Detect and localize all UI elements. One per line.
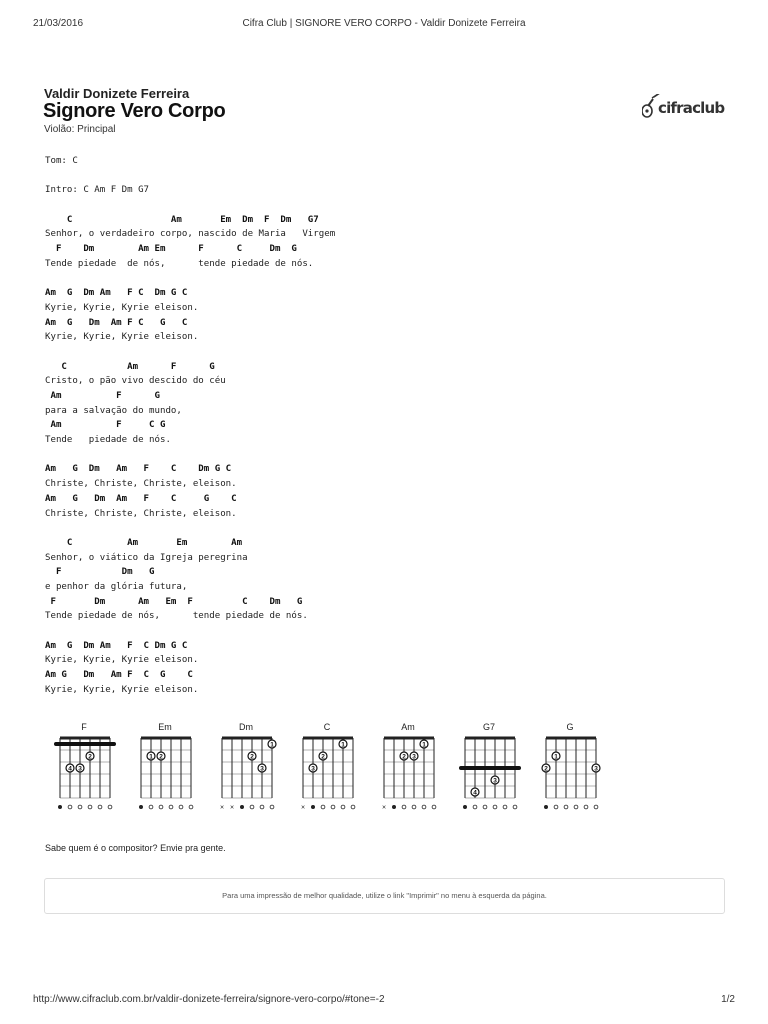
open-string-marker [503, 805, 507, 809]
finger-number: 1 [149, 753, 153, 761]
finger-number: 2 [402, 753, 406, 761]
print-url: http://www.cifraclub.com.br/valdir-donizete-ferreira/signore-vero-corpo/#tone=-2 [33, 994, 385, 1005]
print-notice-text: Para uma impressão de melhor qualidade, utilize o link "Imprimir" no menu à esquerda da página. [222, 891, 547, 900]
finger-number: 2 [321, 753, 325, 761]
blank-line [45, 345, 335, 360]
root-string-marker [544, 805, 548, 809]
root-string-marker [240, 805, 244, 809]
lyric-line: e penhor da glória futura, [45, 581, 188, 592]
finger-number: 4 [68, 765, 72, 773]
open-string-marker [270, 805, 274, 809]
chord-diagram-name: F [81, 722, 87, 732]
blank-line [45, 272, 335, 287]
root-string-marker [139, 805, 143, 809]
chord-line[interactable]: Am G Dm Am F C G C [45, 670, 193, 681]
open-string-marker [351, 805, 355, 809]
chord-line[interactable]: C Am Em Am [45, 537, 243, 548]
lyric-line: Christe, Christe, Christe, eleison. [45, 479, 237, 490]
song-title: Signore Vero Corpo [43, 100, 226, 122]
open-string-marker [483, 805, 487, 809]
print-page-title: Cifra Club | SIGNORE VERO CORPO - Valdir Donizete Ferreira [242, 18, 526, 29]
chord-diagram-name: Dm [239, 722, 253, 732]
finger-number: 2 [159, 753, 163, 761]
finger-number: 2 [88, 753, 92, 761]
lyric-line: Senhor, o verdadeiro corpo, nascido de Maria Virgem [45, 229, 336, 240]
instrument-label: Violão: Principal [44, 124, 116, 135]
finger-number: 1 [554, 753, 558, 761]
blank-line [45, 521, 335, 536]
chord-line[interactable]: Am G Dm Am F C G C [45, 317, 188, 328]
lyric-line: Senhor, o viático da Igreja peregrina [45, 552, 248, 563]
open-string-marker [260, 805, 264, 809]
chord-diagram-g [530, 720, 610, 810]
finger-number: 2 [544, 765, 548, 773]
chord-grid [287, 720, 367, 810]
open-string-marker [250, 805, 254, 809]
open-string-marker [321, 805, 325, 809]
composer-prompt[interactable]: Sabe quem é o compositor? Envie pra gente. [45, 843, 226, 853]
open-string-marker [98, 805, 102, 809]
print-date: 21/03/2016 [33, 18, 84, 29]
chord-diagram-name: G7 [482, 722, 495, 732]
chord-diagram-name: C [323, 722, 331, 732]
muted-string-marker: × [300, 804, 306, 812]
blank-line [45, 448, 335, 463]
chord-line[interactable]: Am G Dm Am F C Dm G C [45, 288, 188, 299]
open-string-marker [189, 805, 193, 809]
lyric-line: Tende piedade de nós, tende piedade de nós. [45, 611, 308, 622]
open-string-marker [159, 805, 163, 809]
open-string-marker [422, 805, 426, 809]
chord-line[interactable]: Am G Dm Am F C Dm G C [45, 640, 188, 651]
lyric-line: Tende piedade de nós, tende piedade de nós. [45, 258, 314, 269]
finger-number: 1 [270, 741, 274, 749]
finger-number: 1 [341, 741, 345, 749]
finger-number: 1 [422, 741, 426, 749]
finger-number: 2 [250, 753, 254, 761]
muted-string-marker: × [229, 804, 235, 812]
lyric-line: Christe, Christe, Christe, eleison. [45, 508, 237, 519]
open-string-marker [108, 805, 112, 809]
chord-line[interactable]: Am G Dm Am F C Dm G C [45, 464, 232, 475]
lyric-line: Kyrie, Kyrie, Kyrie eleison. [45, 655, 199, 666]
blank-line [45, 169, 335, 184]
root-string-marker [311, 805, 315, 809]
open-string-marker [554, 805, 558, 809]
chord-grid [368, 720, 448, 810]
open-string-marker [432, 805, 436, 809]
cifraclub-logo[interactable] [642, 94, 725, 124]
blank-line [45, 624, 335, 639]
chord-line[interactable]: Am F C G [45, 420, 166, 431]
blank-line [45, 198, 335, 213]
chord-line[interactable]: C Am Em Dm F Dm G7 [45, 214, 319, 225]
muted-string-marker: × [219, 804, 225, 812]
chord-diagram-f [44, 720, 124, 810]
muted-string-marker: × [381, 804, 387, 812]
chord-diagram-am [368, 720, 448, 810]
page-number: 1/2 [721, 994, 735, 1005]
chord-diagram-g7 [449, 720, 529, 810]
chord-diagrams [0, 720, 768, 810]
lyric-line: para a salvação do mundo, [45, 405, 182, 416]
open-string-marker [331, 805, 335, 809]
finger-number: 3 [493, 777, 497, 785]
chord-diagram-name: Em [158, 722, 172, 732]
chord-diagram-dm [206, 720, 286, 810]
open-string-marker [169, 805, 173, 809]
open-string-marker [594, 805, 598, 809]
lyric-line: Intro: C Am F Dm G7 [45, 185, 150, 196]
chord-grid [530, 720, 610, 810]
chord-diagram-name: Am [401, 722, 415, 732]
root-string-marker [463, 805, 467, 809]
chord-grid [44, 720, 124, 810]
lyric-line: Kyrie, Kyrie, Kyrie eleison. [45, 302, 199, 313]
chord-line[interactable]: Am G Dm Am F C G C [45, 493, 237, 504]
root-string-marker [392, 805, 396, 809]
open-string-marker [513, 805, 517, 809]
logo-text: cifraclub [658, 99, 725, 117]
open-string-marker [412, 805, 416, 809]
finger-number: 3 [260, 765, 264, 773]
root-string-marker [58, 805, 62, 809]
chord-line[interactable]: F Dm Am Em F C Dm G [45, 596, 303, 607]
chord-line[interactable]: F Dm G [45, 567, 155, 578]
open-string-marker [473, 805, 477, 809]
chord-diagram-c [287, 720, 367, 810]
finger-number: 3 [311, 765, 315, 773]
song-body [45, 154, 335, 697]
chord-diagram-name: G [566, 722, 574, 732]
lyric-line: Tom: C [45, 156, 78, 166]
lyric-line: Cristo, o pão vivo descido do céu [45, 376, 226, 387]
chord-line[interactable]: Am F G [45, 391, 160, 401]
open-string-marker [78, 805, 82, 809]
open-string-marker [341, 805, 345, 809]
open-string-marker [493, 805, 497, 809]
open-string-marker [68, 805, 72, 809]
print-notice-box [44, 878, 725, 914]
finger-number: 3 [594, 765, 598, 773]
open-string-marker [149, 805, 153, 809]
chord-line[interactable]: F Dm Am Em F C Dm G [45, 244, 297, 255]
open-string-marker [584, 805, 588, 809]
chord-line[interactable]: C Am F G [45, 361, 215, 372]
open-string-marker [402, 805, 406, 809]
chord-grid [449, 720, 529, 810]
lyric-line: Kyrie, Kyrie, Kyrie eleison. [45, 684, 199, 695]
finger-number: 4 [473, 789, 477, 797]
lyric-line: Kyrie, Kyrie, Kyrie eleison. [45, 332, 199, 343]
chord-grid [125, 720, 205, 810]
finger-number: 3 [78, 765, 82, 773]
lyric-line: Tende piedade de nós. [45, 435, 171, 446]
open-string-marker [88, 805, 92, 809]
artist-name[interactable]: Valdir Donizete Ferreira [44, 86, 190, 101]
open-string-marker [179, 805, 183, 809]
open-string-marker [564, 805, 568, 809]
chord-grid [206, 720, 286, 810]
finger-number: 3 [412, 753, 416, 761]
open-string-marker [574, 805, 578, 809]
chord-diagram-em [125, 720, 205, 810]
